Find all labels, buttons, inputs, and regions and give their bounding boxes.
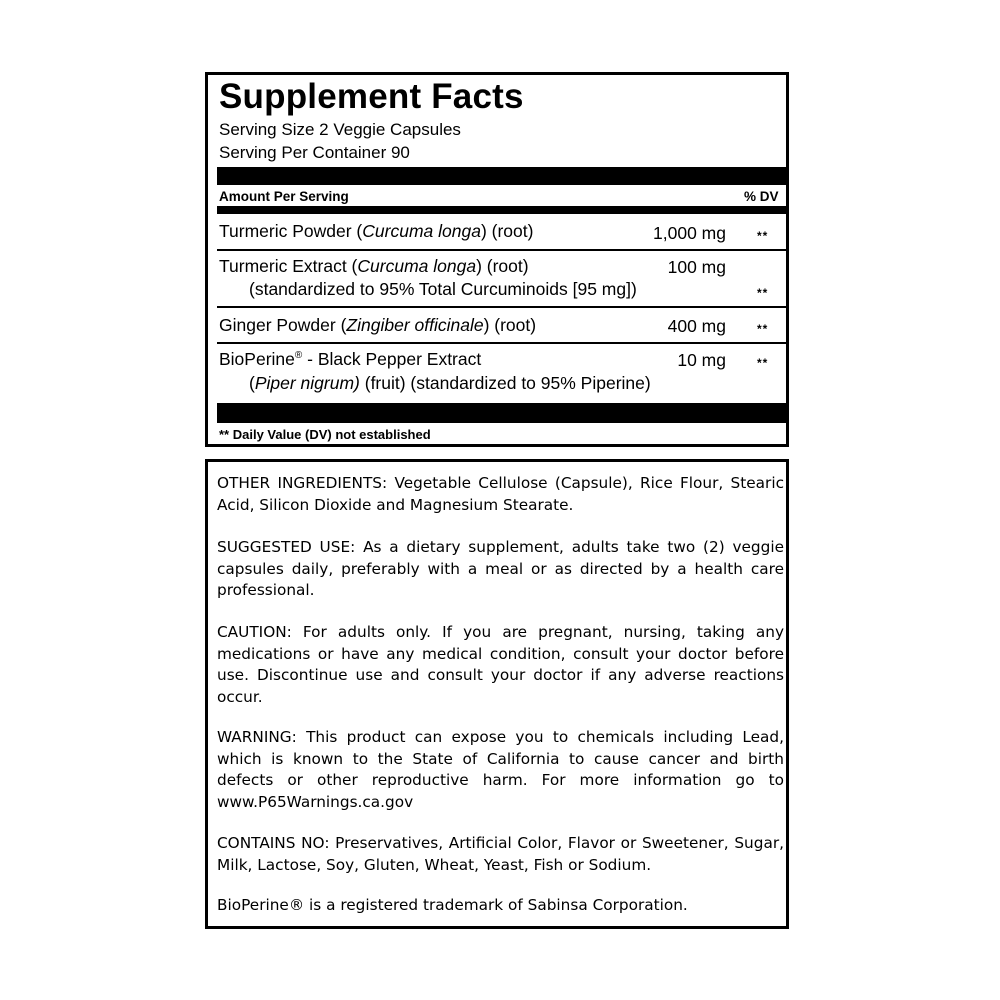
ingredient-dv: **	[757, 356, 769, 370]
ingredient-dv: **	[757, 286, 769, 300]
dv-header: % DV	[744, 189, 779, 204]
other-ingredients: OTHER INGREDIENTS: Vegetable Cellulose (Capsule), Rice Flour, Stearic Acid, Silicon Dioxide and Magnesium Stearate.	[217, 474, 784, 514]
ingredient-amount: 10 mg	[677, 350, 726, 370]
row-divider	[217, 342, 787, 344]
contains-no: CONTAINS NO: Preservatives, Artificial Color, Flavor or Sweetener, Sugar, Milk, Lactose, Soy, Gluten, Wheat, Yeast, Fish or Sodium.	[217, 834, 784, 874]
ingredient-dv: **	[757, 229, 769, 243]
amount-per-serving-header: Amount Per Serving	[219, 189, 349, 204]
suggested-use: SUGGESTED USE: As a dietary supplement, adults take two (2) veggie capsules daily, preferably with a meal or as directed by a health care professional.	[217, 538, 784, 599]
facts-title: Supplement Facts	[219, 77, 524, 116]
ingredient-detail: (standardized to 95% Total Curcuminoids [95 mg])	[249, 279, 637, 299]
ingredient-name: Turmeric Extract (Curcuma longa) (root)	[219, 256, 529, 276]
row-divider	[217, 249, 787, 251]
ingredient-amount: 100 mg	[667, 257, 726, 277]
ingredient-amount: 1,000 mg	[653, 223, 726, 243]
caution: CAUTION: For adults only. If you are pregnant, nursing, taking any medications or have any medical condition, consult your doctor before use. Discontinue use and consult your doctor if any adverse reactions occur.	[217, 623, 784, 706]
product-info-panel	[205, 459, 789, 929]
ingredient-name: Turmeric Powder (Curcuma longa) (root)	[219, 221, 534, 241]
supplement-facts-panel	[205, 72, 789, 447]
dv-footnote: ** Daily Value (DV) not established	[219, 427, 431, 442]
ingredient-name: Ginger Powder (Zingiber officinale) (root)	[219, 315, 537, 335]
ingredient-name: BioPerine® - Black Pepper Extract	[219, 349, 482, 369]
ingredient-detail: (Piper nigrum) (fruit) (standardized to 95% Piperine)	[249, 373, 651, 393]
serving-size: Serving Size 2 Veggie Capsules	[219, 120, 461, 139]
warning: WARNING: This product can expose you to chemicals including Lead, which is known to the State of California to cause cancer and birth defects or other reproductive harm. For more information go to www.P65Warnings.ca.gov	[217, 728, 784, 811]
medium-divider	[217, 206, 787, 214]
servings-per-container: Serving Per Container 90	[219, 143, 410, 162]
trademark-notice: BioPerine® is a registered trademark of Sabinsa Corporation.	[217, 896, 688, 914]
thick-divider-bottom	[217, 403, 787, 423]
ingredient-amount: 400 mg	[667, 316, 726, 336]
ingredient-dv: **	[757, 322, 769, 336]
thick-divider-top	[217, 167, 787, 185]
row-divider	[217, 306, 787, 308]
